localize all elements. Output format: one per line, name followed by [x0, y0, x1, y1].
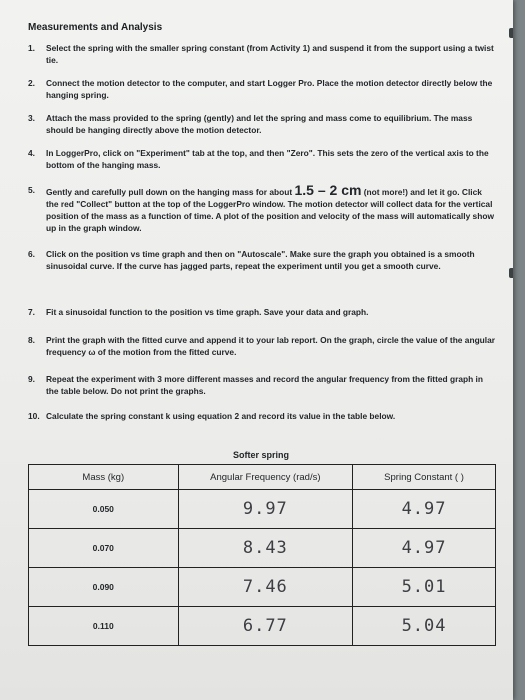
table-header-row [29, 465, 496, 490]
table-row [29, 568, 496, 607]
section-title: Measurements and Analysis [28, 22, 163, 33]
step-text: Fit a sinusoidal function to the position vs time graph. Save your data and graph. [46, 307, 369, 317]
step-number: 10. [28, 411, 40, 421]
mass-cell: 0.070 [29, 529, 179, 568]
step-text [46, 184, 496, 234]
results-table [28, 464, 496, 646]
step-item [28, 42, 496, 66]
step-text: Connect the motion detector to the computer, and start Logger Pro. Place the motion detector directly below the hanging spring. [46, 78, 493, 100]
spring-constant-cell: 5.04 [353, 607, 496, 646]
pull-distance: 1.5 – 2 cm [294, 182, 362, 198]
binder-hole [509, 268, 513, 278]
header-spring-constant: Spring Constant ( ) [353, 465, 496, 490]
step-number: 9. [28, 374, 35, 384]
step-text: Print the graph with the fitted curve and append it to your lab report. On the graph, circle the value of the angular frequency ω of the motion from the fitted curve. [46, 335, 496, 357]
step-number: 3. [28, 113, 35, 123]
table-caption: Softer spring [233, 450, 290, 460]
mass-cell: 0.050 [29, 490, 179, 529]
step-text: Select the spring with the smaller spring constant (from Activity 1) and suspend it from the support using a twist tie. [46, 43, 494, 65]
step-text: Repeat the experiment with 3 more different masses and record the angular frequency from the fitted graph in the table below. Do not print the graphs. [46, 374, 483, 396]
header-mass: Mass (kg) [29, 465, 179, 490]
step-text: In LoggerPro, click on "Experiment" tab at the top, and then "Zero". This sets the zero of the vertical axis to the bottom of the hanging mass. [46, 148, 489, 170]
spring-constant-cell: 5.01 [353, 568, 496, 607]
spring-constant-cell: 4.97 [353, 490, 496, 529]
step-text: Attach the mass provided to the spring (gently) and let the spring and mass come to equilibrium. The mass should be hanging directly above the motion detector. [46, 113, 473, 135]
header-angular-frequency: Angular Frequency (rad/s) [178, 465, 353, 490]
table-row [29, 529, 496, 568]
step-item [28, 306, 496, 318]
step-number: 8. [28, 335, 35, 345]
frequency-cell: 8.43 [178, 529, 353, 568]
mass-cell: 0.090 [29, 568, 179, 607]
step-item [28, 248, 496, 272]
frequency-cell: 6.77 [178, 607, 353, 646]
table-row [29, 607, 496, 646]
step-number: 1. [28, 43, 35, 53]
step-text: Calculate the spring constant k using equation 2 and record its value in the table below. [46, 411, 396, 421]
step-number: 5. [28, 185, 35, 195]
frequency-cell: 7.46 [178, 568, 353, 607]
step-number: 2. [28, 78, 35, 88]
step-number: 6. [28, 249, 35, 259]
step-number: 4. [28, 148, 35, 158]
step-text: Click on the position vs time graph and then on "Autoscale". Make sure the graph you obtained is a smooth sinusoidal curve. If the curve has jagged parts, repeat the experiment until you get a smooth curve. [46, 249, 475, 271]
frequency-cell: 9.97 [178, 490, 353, 529]
step-item [28, 373, 496, 397]
binder-hole [509, 28, 513, 38]
step-item [28, 410, 496, 422]
step-number: 7. [28, 307, 35, 317]
mass-cell: 0.110 [29, 607, 179, 646]
step-text-part: Gently and carefully pull down on the hanging mass for about [46, 187, 295, 197]
step-item [28, 334, 496, 358]
step-text-part: (not more!) and let it go. Click the red "Collect" button at the top of the LoggerPro window. The motion detector will collect data for the vertical position of the mass as a function of time. A plot of the position and velocity of the mass will automatically show up in the graph window. [46, 187, 494, 233]
table-row [29, 490, 496, 529]
step-item [28, 77, 496, 101]
step-item [28, 112, 496, 136]
spring-constant-cell: 4.97 [353, 529, 496, 568]
step-item [28, 147, 496, 171]
step-item [28, 184, 496, 234]
